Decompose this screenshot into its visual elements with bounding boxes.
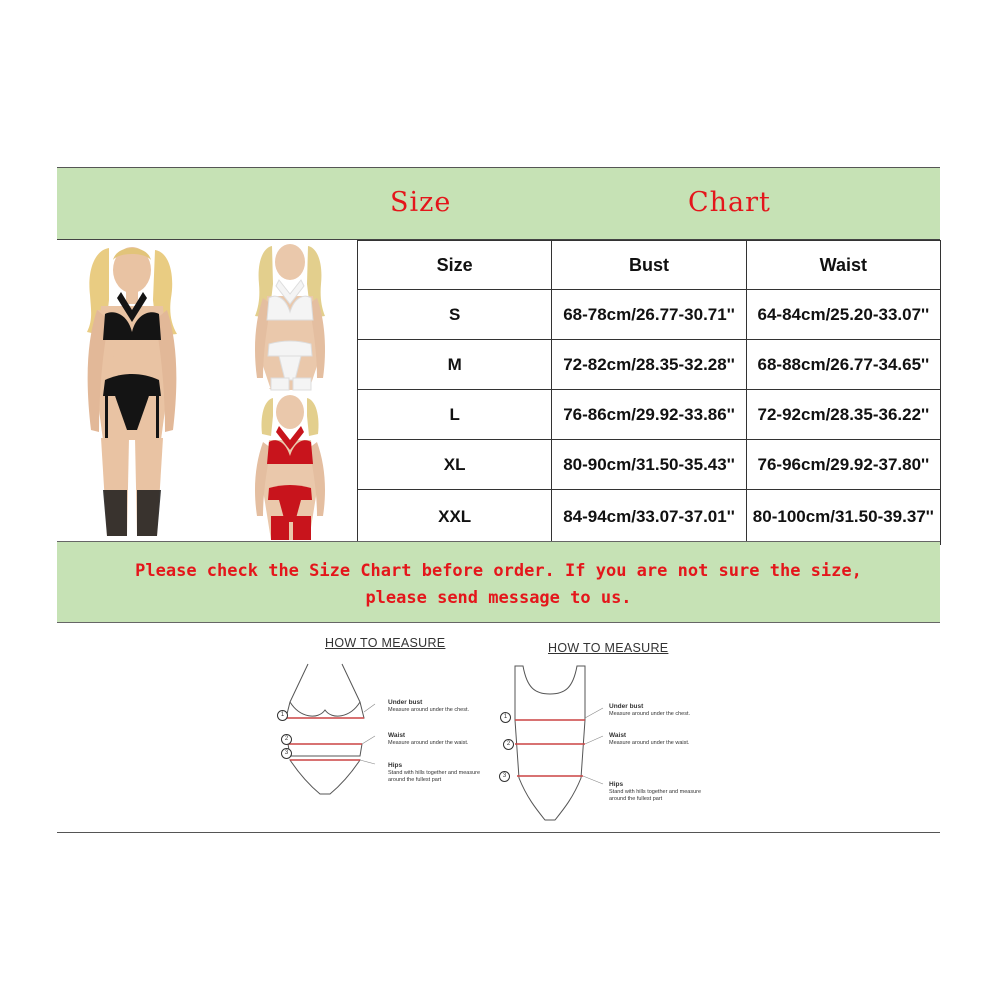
bust-cell: 84-94cm/33.07-37.01'' <box>552 490 746 545</box>
bust-cell: 72-82cm/28.35-32.28'' <box>552 340 746 390</box>
title-chart: Chart <box>688 187 771 218</box>
table-row <box>358 490 941 545</box>
bottom-divider <box>57 832 940 833</box>
column-header-waist: Waist <box>746 241 940 290</box>
waist-desc: Measure around under the waist. <box>388 740 469 747</box>
waist-desc: Measure around under the waist. <box>609 740 690 747</box>
waist-cell: 80-100cm/31.50-39.37'' <box>746 490 940 545</box>
model-red-set <box>255 395 325 540</box>
size-cell: XL <box>358 440 552 490</box>
label-under-bust-left <box>388 699 469 714</box>
hips-desc-1: Stand with hills together and measure <box>609 789 702 796</box>
step-number-2: 2 <box>281 734 292 745</box>
table-header-row <box>358 241 941 290</box>
model-black-set <box>87 247 177 536</box>
table-row <box>358 440 941 490</box>
waist-title: Waist <box>388 732 406 739</box>
step-number-3: 3 <box>499 771 510 782</box>
hips-desc-2: around the fullest part <box>388 777 442 783</box>
bra-brief-diagram <box>270 660 380 800</box>
column-header-bust: Bust <box>552 241 746 290</box>
step-number-3: 3 <box>281 748 292 759</box>
bust-cell: 68-78cm/26.77-30.71'' <box>552 290 746 340</box>
under-bust-title: Under bust <box>388 699 423 706</box>
waist-cell: 64-84cm/25.20-33.07'' <box>746 290 940 340</box>
label-under-bust-right <box>609 703 690 718</box>
waist-cell: 72-92cm/28.35-36.22'' <box>746 390 940 440</box>
bodysuit-diagram <box>505 660 605 825</box>
bust-cell: 80-90cm/31.50-35.43'' <box>552 440 746 490</box>
bust-cell: 76-86cm/29.92-33.86'' <box>552 390 746 440</box>
size-cell: L <box>358 390 552 440</box>
under-bust-title: Under bust <box>609 703 644 710</box>
label-waist-right <box>609 732 689 747</box>
step-number-1: 1 <box>277 710 288 721</box>
notice-band <box>57 541 940 623</box>
hips-title: Hips <box>388 762 403 769</box>
table-row <box>358 290 941 340</box>
step-number-2: 2 <box>503 739 514 750</box>
table-row <box>358 390 941 440</box>
column-header-size: Size <box>358 241 552 290</box>
hips-desc-2: around the fullest part <box>609 796 663 802</box>
waist-cell: 76-96cm/29.92-37.80'' <box>746 440 940 490</box>
label-waist-left <box>388 732 468 747</box>
how-to-measure-title-right: HOW TO MEASURE <box>548 641 669 655</box>
waist-title: Waist <box>609 732 627 739</box>
notice-line-1: Please check the Size Chart before order. If you are not sure the size, <box>135 561 862 581</box>
waist-cell: 68-88cm/26.77-34.65'' <box>746 340 940 390</box>
model-white-set <box>255 244 325 390</box>
size-table <box>357 240 941 545</box>
hips-desc-1: Stand with hills together and measure <box>388 770 481 777</box>
hips-title: Hips <box>609 781 624 788</box>
notice-line-2: please send message to us. <box>365 588 632 608</box>
product-photos <box>57 240 357 540</box>
size-cell: S <box>358 290 552 340</box>
under-bust-desc: Measure around under the chest. <box>388 707 470 714</box>
under-bust-desc: Measure around under the chest. <box>609 711 691 718</box>
size-cell: XXL <box>358 490 552 545</box>
product-photo-collage <box>57 240 357 540</box>
label-hips-left <box>388 762 480 784</box>
size-cell: M <box>358 340 552 390</box>
label-hips-right <box>609 781 701 803</box>
how-to-measure-title-left: HOW TO MEASURE <box>325 636 446 650</box>
step-number-1: 1 <box>500 712 511 723</box>
table-row <box>358 340 941 390</box>
size-chart-header <box>57 168 940 240</box>
title-size: Size <box>390 187 452 218</box>
